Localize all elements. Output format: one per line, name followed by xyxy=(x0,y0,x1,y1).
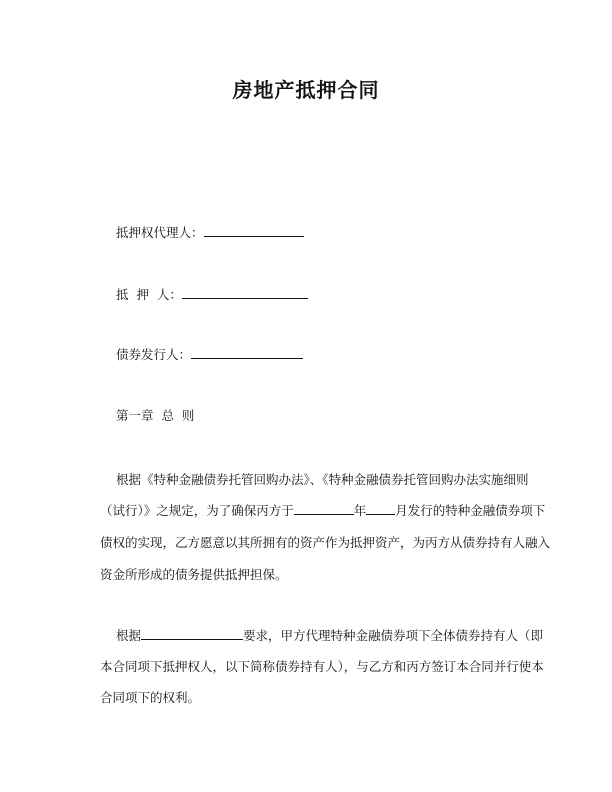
para1-line4: 资金所形成的债务提供抵押担保。 xyxy=(100,567,288,582)
document-title: 房地产抵押合同 xyxy=(232,78,380,102)
para1-line1 xyxy=(116,472,529,488)
text: 根据 xyxy=(116,628,142,643)
fill-blank xyxy=(182,287,308,299)
para2-line3: 合同项下的权利。 xyxy=(100,690,201,705)
party-label: 抵 押 人： xyxy=(116,287,182,302)
text: 根据《特种金融债券托管回购办法》、《特种金融债券托管回购办法实施细则 xyxy=(116,472,529,487)
party-mortgagor xyxy=(116,287,308,303)
text: 年 xyxy=(353,503,367,518)
fill-blank xyxy=(204,225,304,237)
para1-line3: 债权的实现，乙方愿意以其所拥有的资产作为抵押资产，为丙方从债券持有人融入 xyxy=(100,535,551,550)
month-blank xyxy=(366,503,395,515)
para1-line2 xyxy=(100,503,546,519)
party-label: 债券发行人： xyxy=(116,347,192,362)
para2-line2: 本合同项下抵押权人，以下简称债券持有人），与乙方和丙方签订本合同并行使本 xyxy=(100,659,544,674)
fill-blank xyxy=(141,628,243,640)
fill-blank xyxy=(191,347,303,359)
party-mortgagee-agent xyxy=(116,225,304,241)
para2-line1 xyxy=(116,628,544,644)
party-bond-issuer xyxy=(116,347,303,363)
chapter-heading: 第一章 总 则 xyxy=(116,408,195,423)
text: 月发行的特种金融债券项下 xyxy=(395,503,546,518)
text: （试行）》之规定，为了确保丙方于 xyxy=(100,503,294,518)
text: 要求，甲方代理特种金融债券项下全体债券持有人（即 xyxy=(243,628,544,643)
year-blank xyxy=(294,503,354,515)
party-label: 抵押权代理人： xyxy=(116,225,204,240)
